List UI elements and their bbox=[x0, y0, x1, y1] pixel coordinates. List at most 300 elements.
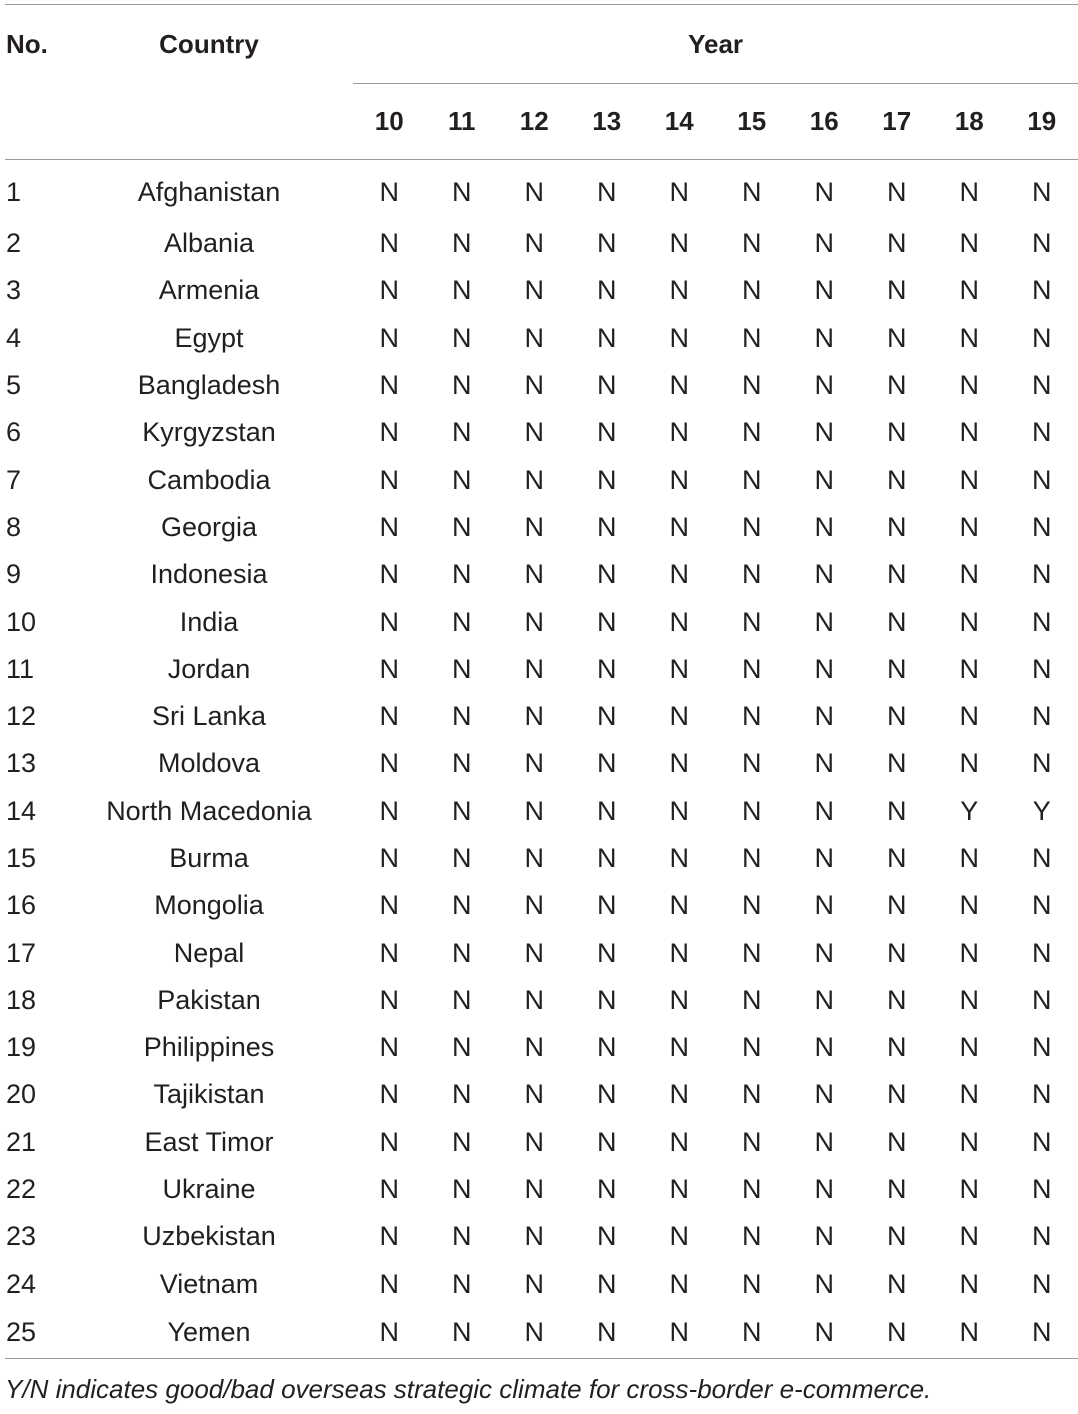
cell-no: 2 bbox=[6, 228, 22, 259]
cell-value: N bbox=[1032, 890, 1052, 921]
cell-value: N bbox=[524, 890, 544, 921]
cell-value: N bbox=[597, 937, 617, 968]
cell-value: N bbox=[1032, 653, 1052, 684]
cell-value: N bbox=[452, 984, 472, 1015]
header-year-16: 16 bbox=[788, 84, 861, 160]
table-row bbox=[5, 315, 1078, 362]
cell-value: N bbox=[742, 795, 762, 826]
cell-no: 16 bbox=[6, 890, 37, 921]
cell-value: N bbox=[669, 417, 689, 448]
table-row bbox=[5, 362, 1078, 409]
cell-no: 5 bbox=[6, 370, 22, 401]
cell-value: N bbox=[669, 1221, 689, 1252]
cell-value: N bbox=[669, 937, 689, 968]
cell-value: N bbox=[814, 1079, 834, 1110]
cell-value: N bbox=[669, 1079, 689, 1110]
cell-value: N bbox=[597, 1079, 617, 1110]
cell-value: N bbox=[669, 748, 689, 779]
table-row bbox=[5, 1166, 1078, 1213]
cell-no: 15 bbox=[6, 843, 37, 873]
cell-value: N bbox=[814, 701, 834, 732]
cell-value: N bbox=[452, 511, 472, 542]
cell-country: East Timor bbox=[144, 1126, 274, 1157]
cell-value: N bbox=[1032, 275, 1052, 306]
cell-value: N bbox=[959, 322, 979, 353]
country-year-table bbox=[5, 4, 1078, 1359]
cell-value: N bbox=[959, 1221, 979, 1252]
cell-value: N bbox=[814, 795, 834, 826]
header-row-top bbox=[5, 5, 1078, 84]
cell-no: 11 bbox=[6, 653, 35, 684]
cell-value: N bbox=[379, 984, 399, 1015]
cell-value: N bbox=[742, 890, 762, 921]
table-body bbox=[5, 160, 1078, 1359]
cell-value: N bbox=[597, 653, 617, 684]
cell-value: N bbox=[597, 228, 617, 259]
table-row bbox=[5, 882, 1078, 929]
cell-value: N bbox=[814, 1032, 834, 1063]
cell-value: N bbox=[742, 228, 762, 259]
cell-value: Y bbox=[960, 795, 979, 826]
table-row bbox=[5, 1119, 1078, 1166]
cell-value: N bbox=[742, 417, 762, 448]
cell-country: Nepal bbox=[173, 937, 245, 968]
cell-value: N bbox=[959, 890, 979, 921]
cell-country: Sri Lanka bbox=[151, 701, 267, 732]
cell-value: N bbox=[887, 464, 907, 495]
cell-value: N bbox=[379, 322, 399, 353]
table-row bbox=[5, 267, 1078, 314]
cell-value: N bbox=[959, 511, 979, 542]
cell-country: North Macedonia bbox=[106, 795, 312, 826]
cell-country: Mongolia bbox=[154, 890, 264, 921]
cell-value: N bbox=[1032, 322, 1052, 353]
header-year-13: 13 bbox=[571, 84, 644, 160]
cell-no: 22 bbox=[6, 1174, 37, 1205]
cell-value: N bbox=[379, 559, 399, 590]
header-year: Year bbox=[353, 5, 1078, 84]
cell-value: N bbox=[788, 1308, 861, 1359]
cell-value: N bbox=[814, 176, 834, 207]
cell-no: 21 bbox=[6, 1126, 37, 1157]
cell-value: N bbox=[959, 606, 979, 637]
cell-value: N bbox=[643, 1308, 716, 1359]
cell-value: N bbox=[1006, 1308, 1078, 1359]
cell-value: N bbox=[959, 984, 979, 1015]
cell-value: N bbox=[669, 1174, 689, 1205]
cell-value: N bbox=[1032, 417, 1052, 448]
cell-value: N bbox=[959, 1126, 979, 1157]
cell-value: N bbox=[959, 748, 979, 779]
cell-value: N bbox=[933, 1308, 1006, 1359]
cell-country: Moldova bbox=[157, 748, 261, 779]
cell-value: N bbox=[669, 890, 689, 921]
table-row bbox=[5, 1213, 1078, 1260]
cell-no: 19 bbox=[6, 1032, 37, 1063]
cell-value: N bbox=[814, 606, 834, 637]
cell-value: N bbox=[1032, 843, 1052, 873]
cell-country: Yemen bbox=[65, 1308, 353, 1359]
cell-value: N bbox=[887, 701, 907, 732]
cell-value: N bbox=[597, 176, 617, 207]
cell-value: N bbox=[887, 653, 907, 684]
table-row bbox=[5, 788, 1078, 835]
cell-value: N bbox=[597, 559, 617, 590]
cell-value: N bbox=[452, 1079, 472, 1110]
cell-value: N bbox=[814, 937, 834, 968]
cell-value: N bbox=[814, 417, 834, 448]
cell-value: N bbox=[1032, 701, 1052, 732]
cell-value: N bbox=[959, 370, 979, 401]
cell-value: N bbox=[452, 937, 472, 968]
cell-value: N bbox=[959, 653, 979, 684]
cell-value: N bbox=[524, 370, 544, 401]
cell-value: N bbox=[959, 228, 979, 259]
cell-value: N bbox=[887, 370, 907, 401]
cell-no: 14 bbox=[6, 795, 37, 826]
cell-no: 3 bbox=[6, 275, 22, 306]
cell-value: N bbox=[814, 322, 834, 353]
cell-value: N bbox=[379, 1126, 399, 1157]
cell-value: N bbox=[452, 275, 472, 306]
cell-value: N bbox=[379, 176, 399, 207]
cell-value: N bbox=[887, 1079, 907, 1110]
cell-value: N bbox=[814, 275, 834, 306]
cell-value: N bbox=[379, 511, 399, 542]
cell-value: N bbox=[379, 464, 399, 495]
cell-value: N bbox=[524, 748, 544, 779]
cell-value: N bbox=[959, 417, 979, 448]
cell-value: N bbox=[597, 1032, 617, 1063]
cell-value: N bbox=[379, 1221, 399, 1252]
cell-value: N bbox=[669, 322, 689, 353]
cell-value: N bbox=[742, 464, 762, 495]
cell-country: Vietnam bbox=[159, 1268, 259, 1299]
cell-value: N bbox=[669, 843, 689, 873]
cell-no: 9 bbox=[6, 559, 22, 590]
cell-value: N bbox=[1032, 228, 1052, 259]
cell-value: N bbox=[669, 795, 689, 826]
cell-no: 12 bbox=[6, 701, 37, 732]
cell-no: 20 bbox=[6, 1079, 37, 1110]
cell-value: N bbox=[814, 1268, 834, 1299]
cell-value: N bbox=[1032, 370, 1052, 401]
cell-value: N bbox=[887, 511, 907, 542]
table-row bbox=[5, 693, 1078, 740]
cell-value: N bbox=[742, 370, 762, 401]
cell-value: N bbox=[452, 370, 472, 401]
cell-value: N bbox=[814, 1221, 834, 1252]
cell-no: 10 bbox=[6, 606, 37, 637]
cell-value: N bbox=[669, 1032, 689, 1063]
table-row bbox=[5, 504, 1078, 551]
cell-value: N bbox=[452, 176, 472, 207]
cell-value: N bbox=[452, 1126, 472, 1157]
cell-value: N bbox=[597, 1221, 617, 1252]
cell-value: N bbox=[524, 1221, 544, 1252]
table-row bbox=[5, 409, 1078, 456]
table-row bbox=[5, 1024, 1078, 1071]
header-year-10: 10 bbox=[353, 84, 426, 160]
cell-value: N bbox=[452, 1268, 472, 1299]
cell-value: N bbox=[1032, 937, 1052, 968]
table-row bbox=[5, 977, 1078, 1024]
cell-country: Albania bbox=[163, 228, 255, 259]
cell-value: N bbox=[597, 984, 617, 1015]
table-row bbox=[5, 456, 1078, 503]
cell-value: N bbox=[742, 653, 762, 684]
cell-value: N bbox=[669, 511, 689, 542]
cell-value: N bbox=[597, 701, 617, 732]
cell-value: N bbox=[814, 748, 834, 779]
cell-value: N bbox=[814, 653, 834, 684]
cell-value: N bbox=[669, 701, 689, 732]
cell-country: Bangladesh bbox=[137, 370, 281, 401]
cell-value: N bbox=[524, 275, 544, 306]
cell-value: N bbox=[887, 176, 907, 207]
cell-country: Indonesia bbox=[150, 559, 268, 590]
table-row bbox=[5, 1308, 1078, 1359]
header-year-19: 19 bbox=[1006, 84, 1078, 160]
cell-value: N bbox=[452, 1032, 472, 1063]
cell-value: N bbox=[597, 464, 617, 495]
cell-value: N bbox=[379, 228, 399, 259]
header-blank-country bbox=[65, 84, 353, 160]
cell-value: N bbox=[379, 937, 399, 968]
cell-value: N bbox=[887, 1126, 907, 1157]
cell-value: N bbox=[597, 1174, 617, 1205]
cell-value: N bbox=[669, 1268, 689, 1299]
cell-value: N bbox=[524, 653, 544, 684]
cell-value: N bbox=[452, 322, 472, 353]
cell-value: N bbox=[814, 1174, 834, 1205]
cell-value: N bbox=[597, 843, 617, 873]
cell-value: N bbox=[669, 275, 689, 306]
cell-value: N bbox=[959, 176, 979, 207]
header-country: Country bbox=[65, 5, 353, 84]
cell-no: 6 bbox=[6, 417, 22, 448]
cell-value: N bbox=[452, 890, 472, 921]
header-year-17: 17 bbox=[861, 84, 934, 160]
cell-value: N bbox=[379, 843, 399, 873]
cell-value: N bbox=[887, 228, 907, 259]
cell-value: N bbox=[959, 1268, 979, 1299]
cell-value: N bbox=[814, 464, 834, 495]
cell-value: N bbox=[742, 1079, 762, 1110]
cell-value: N bbox=[669, 464, 689, 495]
cell-value: N bbox=[959, 275, 979, 306]
cell-no: 25 bbox=[5, 1308, 65, 1359]
table-row bbox=[5, 598, 1078, 645]
cell-value: N bbox=[379, 1268, 399, 1299]
cell-value: N bbox=[452, 748, 472, 779]
cell-value: N bbox=[887, 890, 907, 921]
cell-value: N bbox=[524, 228, 544, 259]
cell-value: N bbox=[597, 890, 617, 921]
cell-value: N bbox=[524, 559, 544, 590]
cell-value: N bbox=[742, 275, 762, 306]
table-row bbox=[5, 220, 1078, 267]
cell-value: N bbox=[887, 417, 907, 448]
cell-value: N bbox=[669, 606, 689, 637]
cell-value: N bbox=[452, 559, 472, 590]
table-row bbox=[5, 1261, 1078, 1308]
cell-value: N bbox=[669, 984, 689, 1015]
cell-value: N bbox=[669, 176, 689, 207]
header-row-years bbox=[5, 84, 1078, 160]
cell-value: N bbox=[452, 417, 472, 448]
header-year-15: 15 bbox=[716, 84, 789, 160]
table-footnote: Y/N indicates good/bad overseas strategic climate for cross-border e-commerce. bbox=[5, 1374, 932, 1404]
cell-value: Y bbox=[1032, 795, 1051, 826]
cell-value: N bbox=[742, 511, 762, 542]
cell-value: N bbox=[1032, 511, 1052, 542]
cell-value: N bbox=[959, 937, 979, 968]
cell-value: N bbox=[1032, 464, 1052, 495]
header-year-11: 11 bbox=[426, 84, 499, 160]
cell-country: Afghanistan bbox=[137, 176, 281, 207]
header-year-14: 14 bbox=[643, 84, 716, 160]
cell-value: N bbox=[887, 843, 907, 873]
cell-value: N bbox=[524, 1126, 544, 1157]
cell-value: N bbox=[1032, 1268, 1052, 1299]
cell-no: 13 bbox=[6, 748, 37, 779]
table-row bbox=[5, 929, 1078, 976]
cell-value: N bbox=[742, 937, 762, 968]
cell-value: N bbox=[597, 1126, 617, 1157]
cell-value: N bbox=[742, 843, 762, 873]
cell-country: India bbox=[179, 606, 239, 637]
cell-value: N bbox=[814, 843, 834, 873]
cell-value: N bbox=[742, 559, 762, 590]
header-year-12: 12 bbox=[498, 84, 571, 160]
cell-value: N bbox=[742, 984, 762, 1015]
cell-value: N bbox=[379, 275, 399, 306]
cell-value: N bbox=[887, 1221, 907, 1252]
cell-value: N bbox=[742, 322, 762, 353]
cell-value: N bbox=[887, 322, 907, 353]
cell-value: N bbox=[524, 417, 544, 448]
cell-value: N bbox=[452, 843, 472, 873]
table-row bbox=[5, 740, 1078, 787]
cell-value: N bbox=[959, 464, 979, 495]
cell-country: Jordan bbox=[167, 653, 251, 684]
cell-value: N bbox=[524, 937, 544, 968]
cell-value: N bbox=[814, 984, 834, 1015]
cell-value: N bbox=[524, 1032, 544, 1063]
cell-value: N bbox=[452, 464, 472, 495]
cell-value: N bbox=[379, 1174, 399, 1205]
cell-value: N bbox=[379, 890, 399, 921]
cell-value: N bbox=[814, 511, 834, 542]
cell-value: N bbox=[887, 748, 907, 779]
cell-value: N bbox=[353, 1308, 426, 1359]
cell-value: N bbox=[379, 748, 399, 779]
cell-value: N bbox=[524, 606, 544, 637]
cell-value: N bbox=[524, 464, 544, 495]
header-no: No. bbox=[5, 5, 65, 84]
cell-value: N bbox=[861, 1308, 934, 1359]
cell-value: N bbox=[597, 417, 617, 448]
cell-value: N bbox=[959, 843, 979, 873]
cell-value: N bbox=[452, 606, 472, 637]
cell-value: N bbox=[1032, 748, 1052, 779]
cell-value: N bbox=[597, 370, 617, 401]
cell-value: N bbox=[742, 176, 762, 207]
cell-value: N bbox=[1032, 176, 1052, 207]
cell-value: N bbox=[379, 1032, 399, 1063]
cell-no: 4 bbox=[6, 322, 22, 353]
cell-value: N bbox=[742, 748, 762, 779]
cell-value: N bbox=[959, 1174, 979, 1205]
cell-value: N bbox=[887, 1174, 907, 1205]
cell-country: Pakistan bbox=[157, 984, 261, 1015]
cell-value: N bbox=[452, 701, 472, 732]
cell-value: N bbox=[1032, 1126, 1052, 1157]
cell-value: N bbox=[1032, 559, 1052, 590]
cell-no: 7 bbox=[6, 464, 22, 495]
cell-value: N bbox=[669, 559, 689, 590]
cell-value: N bbox=[742, 606, 762, 637]
cell-value: N bbox=[814, 1126, 834, 1157]
cell-value: N bbox=[524, 701, 544, 732]
cell-value: N bbox=[742, 1174, 762, 1205]
cell-value: N bbox=[669, 653, 689, 684]
cell-value: N bbox=[742, 1268, 762, 1299]
cell-value: N bbox=[716, 1308, 789, 1359]
cell-value: N bbox=[597, 795, 617, 826]
cell-value: N bbox=[887, 937, 907, 968]
cell-value: N bbox=[814, 370, 834, 401]
cell-country: Burma bbox=[169, 843, 249, 873]
cell-value: N bbox=[1032, 1079, 1052, 1110]
cell-value: N bbox=[742, 1221, 762, 1252]
cell-no: 17 bbox=[6, 937, 37, 968]
cell-value: N bbox=[452, 228, 472, 259]
cell-no: 18 bbox=[6, 984, 37, 1015]
cell-value: N bbox=[887, 606, 907, 637]
cell-value: N bbox=[669, 370, 689, 401]
cell-value: N bbox=[379, 1079, 399, 1110]
cell-country: Egypt bbox=[174, 322, 244, 353]
cell-country: Uzbekistan bbox=[142, 1221, 276, 1252]
cell-value: N bbox=[524, 795, 544, 826]
cell-value: N bbox=[1032, 606, 1052, 637]
cell-value: N bbox=[426, 1308, 499, 1359]
cell-value: N bbox=[597, 322, 617, 353]
cell-value: N bbox=[959, 1032, 979, 1063]
cell-value: N bbox=[1032, 984, 1052, 1015]
cell-value: N bbox=[379, 795, 399, 826]
table-row bbox=[5, 551, 1078, 598]
cell-value: N bbox=[571, 1308, 644, 1359]
cell-value: N bbox=[524, 1268, 544, 1299]
cell-no: 8 bbox=[6, 511, 22, 542]
cell-value: N bbox=[887, 1268, 907, 1299]
cell-country: Armenia bbox=[158, 275, 260, 306]
cell-value: N bbox=[524, 322, 544, 353]
cell-value: N bbox=[524, 1174, 544, 1205]
cell-value: N bbox=[1032, 1221, 1052, 1252]
cell-no: 24 bbox=[6, 1268, 37, 1299]
cell-value: N bbox=[452, 1174, 472, 1205]
cell-value: N bbox=[1032, 1032, 1052, 1063]
cell-country: Tajikistan bbox=[153, 1079, 265, 1110]
cell-country: Philippines bbox=[143, 1032, 275, 1063]
cell-value: N bbox=[597, 511, 617, 542]
header-year-18: 18 bbox=[933, 84, 1006, 160]
table-row bbox=[5, 160, 1078, 221]
